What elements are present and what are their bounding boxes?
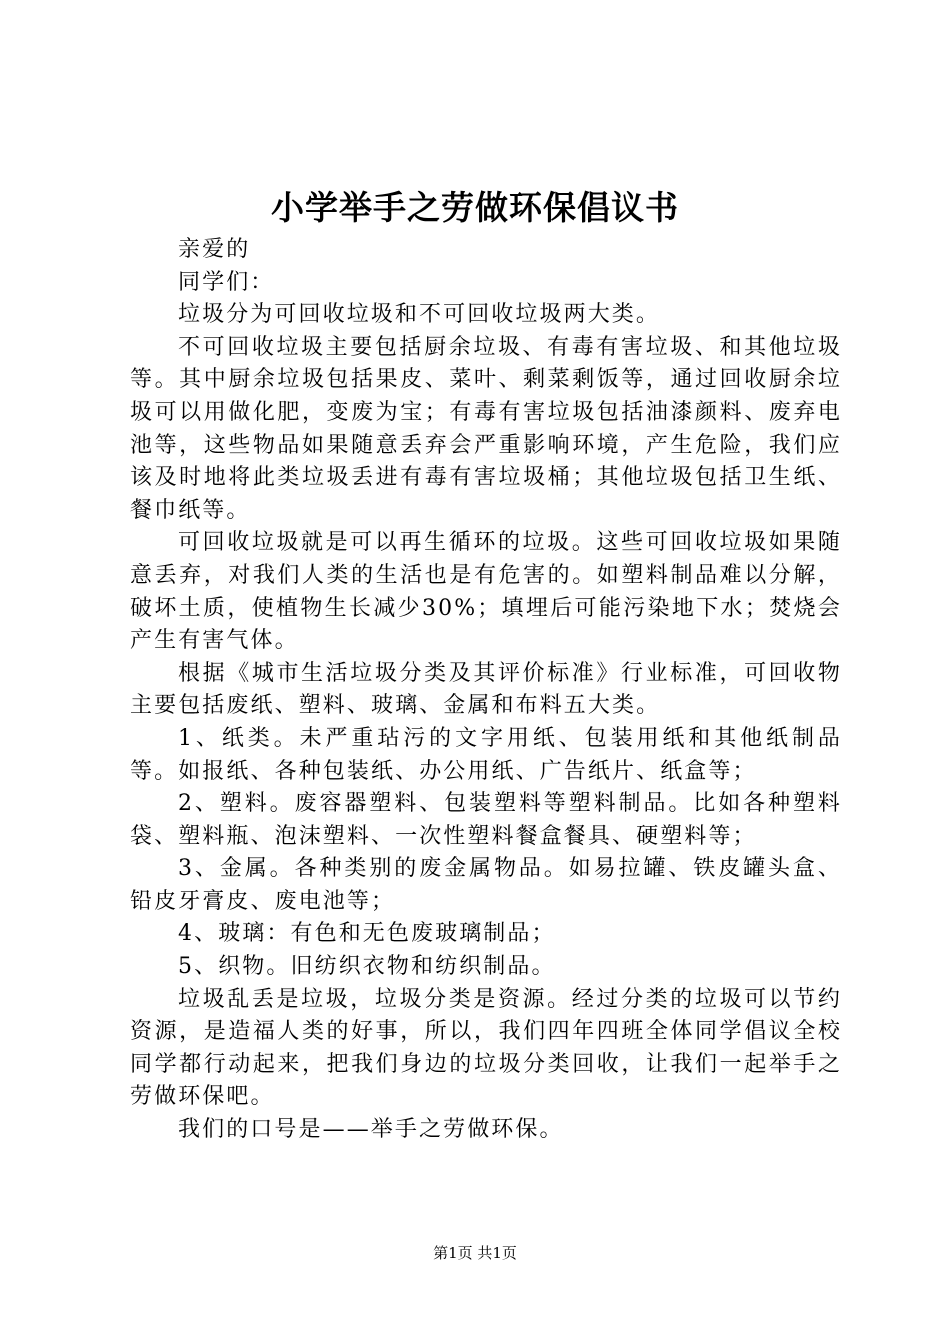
- list-item-plastic: 2、塑料。废容器塑料、包装塑料等塑料制品。比如各种塑料袋、塑料瓶、泡沫塑料、一次性塑料餐盒餐具、硬塑料等；: [130, 791, 842, 849]
- page-footer: 第1页 共1页: [433, 1244, 517, 1262]
- paragraph-intro: 垃圾分为可回收垃圾和不可回收垃圾两大类。: [178, 302, 661, 328]
- paragraph-recyclable: 可回收垃圾就是可以再生循环的垃圾。这些可回收垃圾如果随意丢弃，对我们人类的生活也是有危害的。如塑料制品难以分解，破坏土质，使植物生长减少30%；填埋后可能污染地下水；焚烧会产生有害气体。: [130, 530, 842, 654]
- list-item-paper: 1、纸类。未严重玷污的文字用纸、包装用纸和其他纸制品等。如报纸、各种包装纸、办公用纸、广告纸片、纸盒等；: [130, 725, 842, 784]
- list-item-glass: 4、玻璃：有色和无色废玻璃制品；: [178, 921, 556, 947]
- paragraph-greeting: 亲爱的: [178, 237, 251, 262]
- paragraph-slogan: 我们的口号是——举手之劳做环保。: [178, 1117, 564, 1143]
- paragraph-call-to-action: 垃圾乱丢是垃圾，垃圾分类是资源。经过分类的垃圾可以节约资源，是造福人类的好事，所以，我们四年四班全体同学倡议全校同学都行动起来，把我们身边的垃圾分类回收，让我们一起举手之劳做环保吧。: [130, 986, 842, 1110]
- document-body: [130, 234, 842, 1147]
- paragraph-non-recyclable: 不可回收垃圾主要包括厨余垃圾、有毒有害垃圾、和其他垃圾等。其中厨余垃圾包括果皮、菜叶、剩菜剩饭等，通过回收厨余垃圾可以用做化肥，变废为宝；有毒有害垃圾包括油漆颜料、废弃电池等，这些物品如果随意丢弃会严重影响环境，产生危险，我们应该及时地将此类垃圾丢进有毒有害垃圾桶；其他垃圾包括卫生纸、餐巾纸等。: [130, 334, 842, 523]
- list-item-metal: 3、金属。各种类别的废金属物品。如易拉罐、铁皮罐头盒、铅皮牙膏皮、废电池等；: [130, 856, 842, 914]
- document-title: 小学举手之劳做环保倡议书: [271, 188, 679, 227]
- list-item-textile: 5、织物。旧纺织衣物和纺织制品。: [178, 954, 556, 980]
- paragraph-standard: 根据《城市生活垃圾分类及其评价标准》行业标准，可回收物主要包括废纸、塑料、玻璃、金属和布料五大类。: [130, 660, 842, 719]
- paragraph-addressee: 同学们：: [178, 269, 275, 295]
